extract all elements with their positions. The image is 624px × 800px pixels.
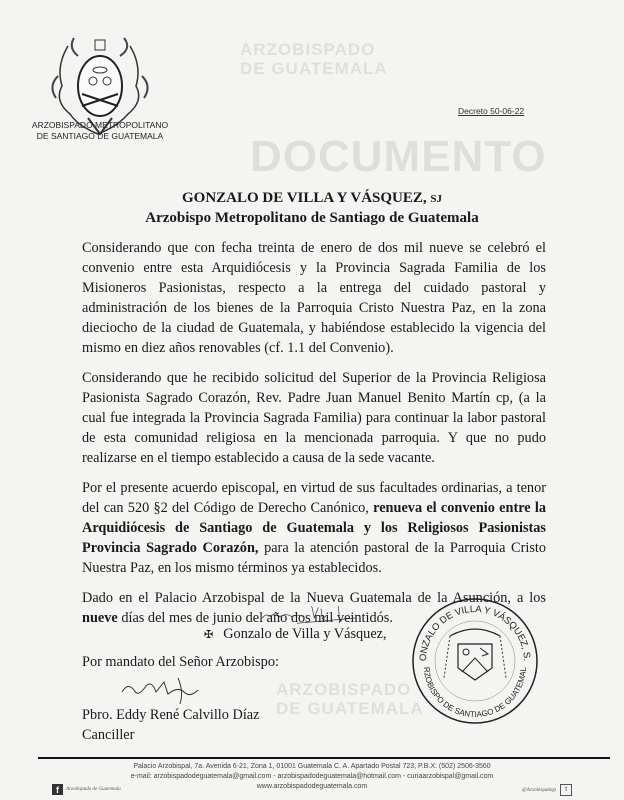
stamp2-line2: DE GUATEMALA bbox=[276, 699, 424, 718]
archbishop-signed-name: Gonzalo de Villa y Vásquez, bbox=[223, 626, 387, 642]
decree-body bbox=[82, 238, 546, 638]
footer-address: Palacio Arzobispal, 7a. Avenida 6-21, Zona 1, 01001 Guatemala C. A. Apartado Postal 723, P.B.X: (502) 2506-3560 bbox=[133, 763, 491, 770]
watermark-text: DOCUMENTO bbox=[250, 132, 547, 181]
paragraph-2: Considerando que he recibido solicitud del Superior de la Provincia Religiosa Pasionista Sagrado Corazón, Rev. Padre Juan Manuel Benito Martín cp, (a la cual fue integrada la Provincia Sagrada Familia) para continuar la labor pastoral de esta comunidad religiosa en la mencionada parroquia. Y que no pudo realizarse en el tiempo establecido a causa de la sede vacante. bbox=[82, 370, 546, 466]
facebook-icon: f bbox=[52, 784, 63, 795]
chancellor-title: Canciller bbox=[82, 727, 135, 743]
footer-emails: e-mail: arzobispadodeguatemala@gmail.com - arzobispadodeguatemala@hotmail.com - curiaarzobispal@gmail.com bbox=[130, 773, 494, 780]
paragraph-1: Considerando que con fecha treinta de enero de dos mil nueve se celebró el convenio entre esta Arquidiócesis y la Provincia Sagrada Familia de los Misioneros Pasionistas, respecto a la entrega del cuidado pastoral y administración de los bienes de la Parroquia Cristo Nuestra Paz, en la zona dieciocho de la ciudad de Guatemala, y habiéndose establecido la vigencia del mismo en diez años renovables (cf. 1.1 del Convenio). bbox=[82, 240, 546, 356]
chancellor-signature bbox=[118, 676, 228, 706]
archbishop-seal bbox=[410, 596, 540, 726]
cross-icon: ✠ bbox=[204, 629, 214, 641]
archbishop-signature-line bbox=[204, 626, 387, 643]
facebook-handle: Arzobispado de Guatemala bbox=[66, 787, 121, 792]
heading-name: GONZALO DE VILLA Y VÁSQUEZ, bbox=[181, 190, 427, 206]
stamp2-line1: ARZOBISPADO bbox=[276, 680, 412, 699]
p4-text-b: días del mes de junio del año dos mil veintidós. bbox=[121, 610, 393, 626]
p3-bold: renueva el convenio entre la Arquidiócesis de Santiago de Guatemala y los Religiosos Pasionistas Provincia Sagrado Corazón, bbox=[82, 500, 547, 556]
logo-caption-line2: DE SANTIAGO DE GUATEMALA bbox=[36, 131, 164, 141]
mandate-text: Por mandato del Señor Arzobispo: bbox=[82, 654, 279, 670]
footer-website: www.arzobispadodeguatemala.com bbox=[256, 783, 368, 790]
stamp1-line2: DE GUATEMALA bbox=[240, 59, 388, 78]
twitter-icon: t bbox=[560, 784, 572, 796]
heading-suffix: SJ bbox=[430, 193, 443, 205]
chancellor-name: Pbro. Eddy René Calvillo Díaz bbox=[82, 707, 260, 723]
p3-text-a: Por el presente acuerdo episcopal, en virtud de sus facultades ordinarias, a tenor del can 520 §2 del Código de Derecho Canónico, bbox=[82, 480, 546, 516]
archbishop-signature bbox=[232, 606, 382, 626]
twitter-link bbox=[522, 784, 572, 796]
logo-caption bbox=[30, 120, 170, 142]
decree-number: Decreto 50-06-22 bbox=[458, 106, 525, 116]
archbishop-role-heading: Arzobispo Metropolitano de Santiago de Guatemala bbox=[145, 210, 479, 226]
footer-divider bbox=[38, 757, 610, 759]
logo-caption-line1: ARZOBISPADO METROPOLITANO bbox=[31, 120, 169, 130]
archbishop-name-heading bbox=[0, 190, 624, 207]
p4-bold: nueve bbox=[82, 610, 118, 626]
p3-text-b: para la atención pastoral de la Parroquia Cristo Nuestra Paz, en los mismo términos ya establecidos. bbox=[82, 540, 546, 576]
paragraph-3 bbox=[82, 478, 546, 578]
seal-text-bottom: RZOBISPO DE SANTIAGO DE GUATEMAL bbox=[421, 666, 529, 720]
facebook-link bbox=[52, 784, 121, 795]
p4-text-a: Dado en el Palacio Arzobispal de la Nueva Guatemala de la Asunción, a los bbox=[82, 590, 546, 606]
seal-text-top: ONZALO DE VILLA Y VÁSQUEZ, S. bbox=[417, 603, 533, 662]
twitter-handle: @Arzobispadogt bbox=[522, 787, 557, 793]
stamp-watermark-2 bbox=[276, 680, 424, 718]
stamp1-line1: ARZOBISPADO bbox=[240, 40, 376, 59]
stamp-watermark-1 bbox=[240, 40, 388, 78]
